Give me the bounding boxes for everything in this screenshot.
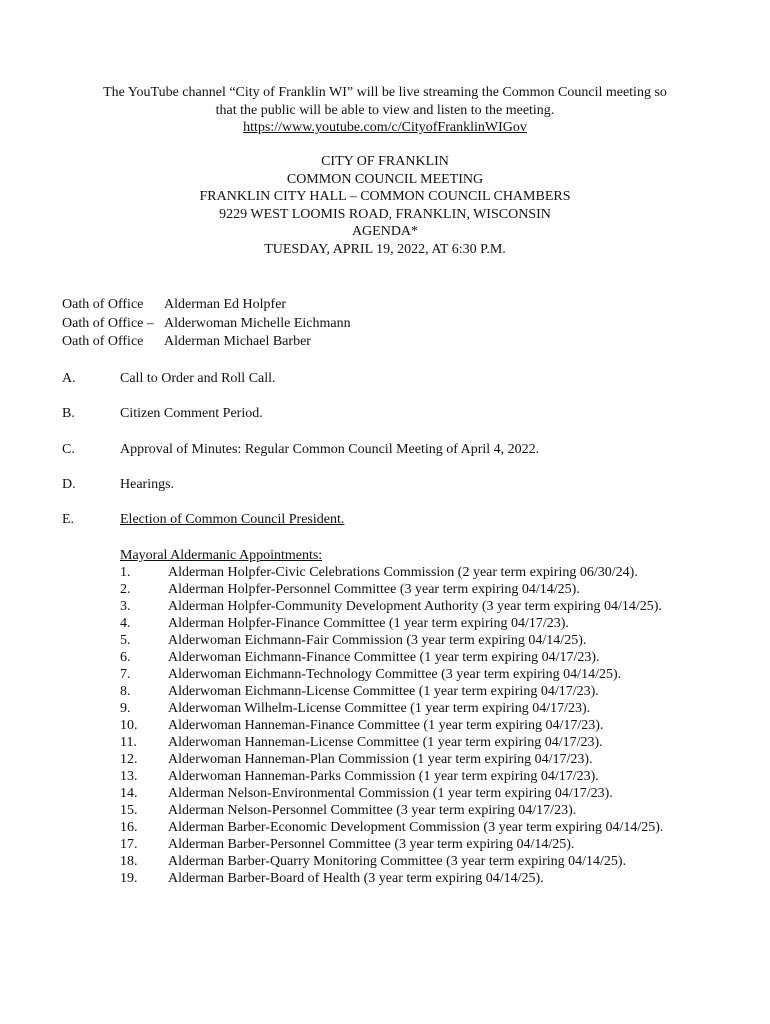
appointment-text: Alderwoman Eichmann-License Committee (1 year term expiring 04/17/23).: [168, 684, 599, 699]
appointment-item: [120, 870, 680, 887]
appointment-text: Alderwoman Wilhelm-License Committee (1 year term expiring 04/17/23).: [168, 701, 591, 716]
appointment-number: 3.: [120, 599, 131, 614]
appointment-text: Alderwoman Eichmann-Technology Committee (3 year term expiring 04/14/25).: [168, 667, 622, 682]
appointment-item: [120, 700, 680, 717]
appointment-text: Alderwoman Hanneman-Finance Committee (1 year term expiring 04/17/23).: [168, 718, 604, 733]
oath-row: [62, 315, 351, 334]
appointment-item: [120, 632, 680, 649]
appointment-number: 17.: [120, 837, 138, 852]
appointment-number: 15.: [120, 803, 138, 818]
appointment-number: 11.: [120, 735, 137, 750]
oath-name: Alderman Ed Holpfer: [164, 297, 287, 312]
item-text: Election of Common Council President.: [120, 512, 345, 527]
item-letter: E.: [62, 512, 75, 527]
appointment-item: [120, 598, 680, 615]
appointment-item: [120, 751, 680, 768]
appointment-number: 12.: [120, 752, 138, 767]
appointment-number: 1.: [120, 565, 131, 580]
appointment-text: Alderwoman Hanneman-License Committee (1 year term expiring 04/17/23).: [168, 735, 603, 750]
oath-name: Alderwoman Michelle Eichmann: [164, 315, 351, 331]
appointment-text: Alderman Barber-Economic Development Commission (3 year term expiring 04/14/25).: [168, 820, 664, 835]
appointment-text: Alderman Holpfer-Civic Celebrations Commission (2 year term expiring 06/30/24).: [168, 565, 638, 580]
notice-line: that the public will be able to view and listen to the meeting.: [215, 102, 555, 118]
item-letter: C.: [62, 442, 75, 457]
appointment-number: 18.: [120, 854, 138, 869]
appointment-item: [120, 802, 680, 819]
item-text: Hearings.: [120, 477, 175, 492]
item-text: Call to Order and Roll Call.: [120, 371, 276, 386]
appointment-item: [120, 683, 680, 700]
appointment-number: 4.: [120, 616, 131, 631]
appointment-item: [120, 785, 680, 802]
item-letter: A.: [62, 371, 76, 386]
heading-date: TUESDAY, APRIL 19, 2022, AT 6:30 P.M.: [264, 241, 506, 257]
appointment-number: 14.: [120, 786, 138, 801]
oath-row: [62, 296, 351, 315]
appointment-item: [120, 836, 680, 853]
appointment-number: 8.: [120, 684, 131, 699]
item-letter: B.: [62, 406, 75, 421]
appointment-text: Alderman Barber-Personnel Committee (3 year term expiring 04/14/25).: [168, 837, 575, 852]
oath-prefix: Oath of Office: [62, 334, 144, 349]
oath-prefix: Oath of Office: [62, 297, 144, 312]
heading-city: CITY OF FRANKLIN: [321, 154, 449, 169]
heading-agenda: AGENDA*: [351, 224, 419, 239]
livestream-notice: [40, 84, 730, 137]
appointment-item: [120, 819, 680, 836]
appointment-number: 13.: [120, 769, 138, 784]
oath-row: [62, 333, 351, 352]
appointment-list: [120, 564, 680, 887]
appointment-number: 19.: [120, 871, 138, 886]
notice-line: The YouTube channel “City of Franklin WI” will be live streaming the Common Council meeting so: [103, 85, 667, 100]
appointment-number: 7.: [120, 667, 131, 682]
appointment-item: [120, 734, 680, 751]
oath-name: Alderman Michael Barber: [164, 334, 311, 349]
oath-list: [62, 296, 351, 352]
appointment-text: Alderman Nelson-Personnel Committee (3 year term expiring 04/17/23).: [168, 803, 577, 818]
appointments-heading: Mayoral Aldermanic Appointments:: [120, 548, 323, 563]
meeting-heading: [40, 153, 730, 258]
appointment-text: Alderwoman Hanneman-Plan Commission (1 year term expiring 04/17/23).: [168, 752, 593, 767]
appointment-number: 10.: [120, 718, 138, 733]
appointment-text: Alderman Holpfer-Personnel Committee (3 year term expiring 04/14/25).: [168, 582, 580, 597]
oath-prefix: Oath of Office –: [62, 315, 154, 331]
appointment-item: [120, 853, 680, 870]
appointment-text: Alderman Holpfer-Finance Committee (1 year term expiring 04/17/23).: [168, 616, 569, 631]
appointment-text: Alderwoman Eichmann-Fair Commission (3 year term expiring 04/14/25).: [168, 633, 587, 648]
heading-location: FRANKLIN CITY HALL – COMMON COUNCIL CHAMBERS: [199, 189, 571, 204]
appointment-text: Alderman Nelson-Environmental Commission (1 year term expiring 04/17/23).: [168, 786, 613, 801]
heading-address: 9229 WEST LOOMIS ROAD, FRANKLIN, WISCONSIN: [219, 206, 551, 222]
appointment-text: Alderwoman Eichmann-Finance Committee (1 year term expiring 04/17/23).: [168, 650, 600, 665]
appointment-item: [120, 615, 680, 632]
appointment-item: [120, 581, 680, 598]
appointment-number: 16.: [120, 820, 138, 835]
appointment-item: [120, 666, 680, 683]
appointment-item: [120, 768, 680, 785]
appointment-number: 5.: [120, 633, 131, 648]
appointment-text: Alderman Holpfer-Community Development Authority (3 year term expiring 04/14/25).: [168, 599, 662, 614]
appointment-text: Alderman Barber-Quarry Monitoring Committee (3 year term expiring 04/14/25).: [168, 854, 627, 869]
item-text: Citizen Comment Period.: [120, 406, 263, 421]
item-text: Approval of Minutes: Regular Common Council Meeting of April 4, 2022.: [120, 442, 540, 457]
appointment-text: Alderman Barber-Board of Health (3 year term expiring 04/14/25).: [168, 871, 544, 886]
appointment-number: 9.: [120, 701, 131, 716]
appointment-number: 2.: [120, 582, 131, 597]
appointment-item: [120, 564, 680, 581]
appointment-item: [120, 649, 680, 666]
appointment-number: 6.: [120, 650, 131, 665]
item-letter: D.: [62, 477, 76, 492]
heading-meeting: COMMON COUNCIL MEETING: [286, 171, 484, 187]
youtube-link[interactable]: https://www.youtube.com/c/CityofFranklinWIGov: [243, 120, 527, 135]
appointment-item: [120, 717, 680, 734]
appointment-text: Alderwoman Hanneman-Parks Commission (1 year term expiring 04/17/23).: [168, 769, 599, 784]
